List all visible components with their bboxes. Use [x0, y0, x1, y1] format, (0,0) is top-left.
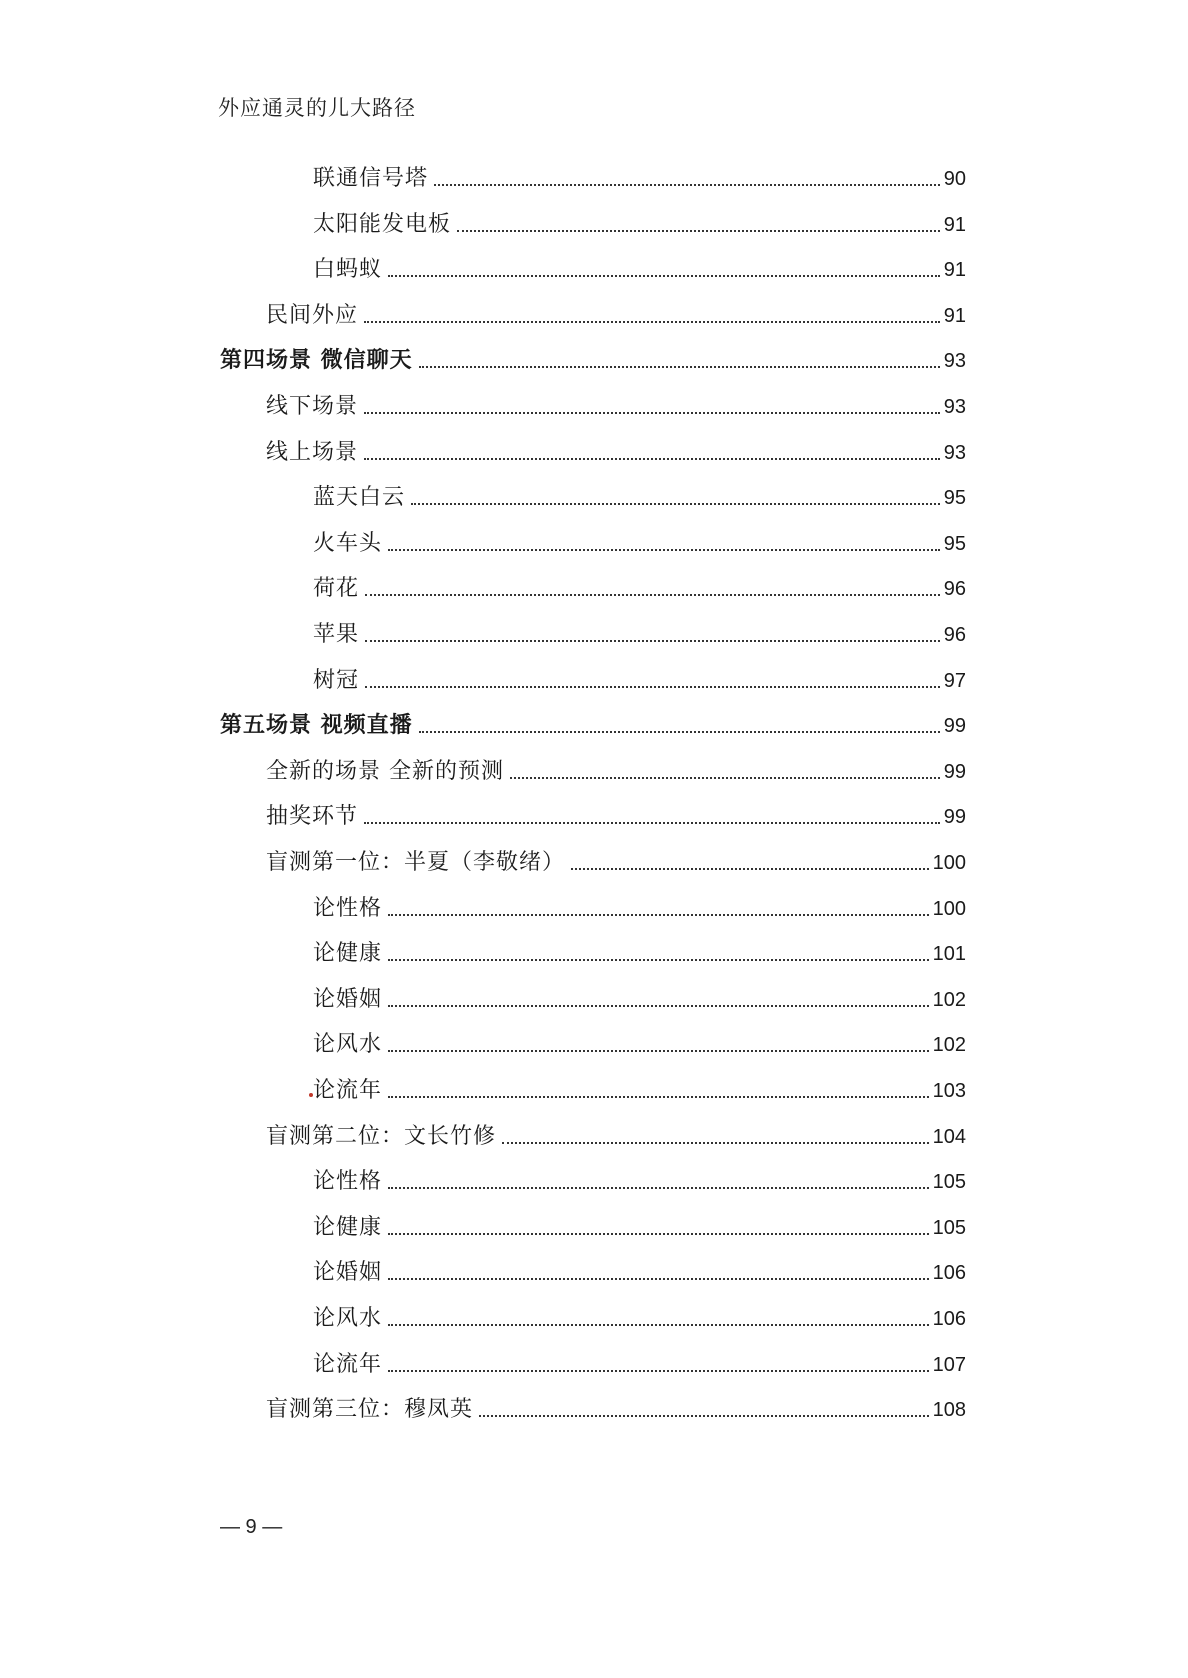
toc-entry[interactable]: [266, 1122, 966, 1152]
toc-entry-page: 91: [943, 259, 966, 281]
toc-entry[interactable]: [266, 757, 966, 787]
toc-entry-page: 97: [943, 670, 966, 692]
toc-entry-label: 论健康: [313, 1215, 383, 1240]
toc-entry[interactable]: [313, 939, 966, 969]
toc-entry-label: 论健康: [313, 941, 383, 966]
toc-entry[interactable]: [220, 346, 966, 376]
dot-leader: [571, 868, 929, 870]
toc-entry[interactable]: [313, 529, 966, 559]
toc-entry-page: 96: [943, 624, 966, 646]
toc-entry[interactable]: [313, 666, 966, 696]
toc-entry-page: 105: [932, 1217, 966, 1239]
toc-entry-label: 第四场景 微信聊天: [220, 348, 413, 373]
toc-entry-page: 91: [943, 214, 966, 236]
dot-leader: [388, 1005, 929, 1007]
toc-entry[interactable]: [266, 802, 966, 832]
toc-entry-page: 101: [932, 943, 966, 965]
toc-entry[interactable]: [313, 985, 966, 1015]
dot-leader: [388, 275, 940, 277]
toc-entry-label: 论流年: [313, 1078, 383, 1103]
toc-entry-label: 论风水: [313, 1306, 383, 1331]
toc-entry-label: 论流年: [313, 1352, 383, 1377]
dot-leader: [364, 321, 940, 323]
dot-leader: [364, 822, 940, 824]
toc-entry-label: 论风水: [313, 1032, 383, 1057]
toc-entry[interactable]: [266, 392, 966, 422]
toc-entry[interactable]: [313, 1167, 966, 1197]
toc-entry-label: 盲测第三位：穆凤英: [266, 1397, 474, 1422]
toc-entry-page: 100: [932, 852, 966, 874]
dot-leader: [364, 458, 940, 460]
toc-entry-label: 线上场景: [266, 440, 359, 465]
dot-leader: [419, 731, 940, 733]
dot-leader: [365, 640, 940, 642]
toc-entry[interactable]: [313, 894, 966, 924]
toc-entry-page: 102: [932, 989, 966, 1011]
toc-entry[interactable]: [313, 1030, 966, 1060]
dot-leader: [502, 1142, 929, 1144]
dot-leader: [365, 686, 940, 688]
dot-leader: [388, 1096, 929, 1098]
toc-entry-label: 全新的场景 全新的预测: [266, 759, 504, 784]
dot-leader: [388, 1324, 929, 1326]
toc-entry-label: 树冠: [313, 668, 360, 693]
toc-entry-label: 民间外应: [266, 303, 359, 328]
toc-entry[interactable]: [313, 620, 966, 650]
toc-entry-page: 107: [932, 1354, 966, 1376]
toc-entry[interactable]: [313, 1213, 966, 1243]
dot-leader: [479, 1415, 929, 1417]
toc-entry[interactable]: [266, 301, 966, 331]
toc-entry-page: 93: [943, 350, 966, 372]
toc-entry-label: 太阳能发电板: [313, 212, 452, 237]
toc-entry[interactable]: [313, 255, 966, 285]
dot-leader: [388, 549, 940, 551]
toc-entry-label: 论婚姻: [313, 1260, 383, 1285]
toc-entry[interactable]: [313, 1076, 966, 1106]
toc-entry-label: 论婚姻: [313, 987, 383, 1012]
toc-entry-label: 抽奖环节: [266, 804, 359, 829]
toc-entry-page: 93: [943, 396, 966, 418]
toc-entry-page: 104: [932, 1126, 966, 1148]
toc-entry-page: 91: [943, 305, 966, 327]
toc-entry-page: 103: [932, 1080, 966, 1102]
dot-leader: [388, 914, 929, 916]
toc-entry-label: 联通信号塔: [313, 166, 429, 191]
toc-entry-label: 线下场景: [266, 394, 359, 419]
toc-entry-page: 108: [932, 1399, 966, 1421]
dot-leader: [365, 594, 940, 596]
toc-entry-page: 99: [943, 715, 966, 737]
toc-entry-page: 96: [943, 578, 966, 600]
toc-entry-page: 95: [943, 487, 966, 509]
toc-entry-page: 99: [943, 806, 966, 828]
toc-entry-page: 95: [943, 533, 966, 555]
toc-entry[interactable]: [266, 438, 966, 468]
toc-entry-label: 荷花: [313, 576, 360, 601]
toc-entry-page: 106: [932, 1308, 966, 1330]
toc-entry-page: 105: [932, 1171, 966, 1193]
dot-leader: [510, 777, 940, 779]
toc-entry[interactable]: [313, 210, 966, 240]
toc-entry-page: 106: [932, 1262, 966, 1284]
dot-leader: [419, 366, 940, 368]
toc-entry-label: 论性格: [313, 1169, 383, 1194]
dot-leader: [388, 1278, 929, 1280]
dot-leader: [388, 959, 929, 961]
toc-entry[interactable]: [313, 483, 966, 513]
stray-mark: [309, 1093, 313, 1097]
toc-entry[interactable]: [313, 1350, 966, 1380]
toc-entry-page: 99: [943, 761, 966, 783]
toc-entry-page: 102: [932, 1034, 966, 1056]
dot-leader: [388, 1050, 929, 1052]
toc-entry-page: 93: [943, 442, 966, 464]
running-header: 外应通灵的儿大路径: [218, 96, 416, 120]
dot-leader: [388, 1233, 929, 1235]
toc-entry-label: 蓝天白云: [313, 485, 406, 510]
toc-entry[interactable]: [266, 1395, 966, 1425]
dot-leader: [388, 1187, 929, 1189]
toc-entry[interactable]: [220, 711, 966, 741]
toc-entry[interactable]: [266, 848, 966, 878]
dot-leader: [388, 1370, 929, 1372]
toc-entry-label: 盲测第二位：文长竹修: [266, 1124, 497, 1149]
dot-leader: [411, 503, 940, 505]
toc-entry-label: 火车头: [313, 531, 383, 556]
toc-entry-label: 盲测第一位：半夏（李敬绪）: [266, 850, 566, 875]
toc-entry-label: 第五场景 视频直播: [220, 713, 413, 738]
dot-leader: [457, 230, 940, 232]
toc-entry[interactable]: [313, 1304, 966, 1334]
dot-leader: [434, 184, 940, 186]
toc-entry-label: 论性格: [313, 896, 383, 921]
toc-entry-page: 100: [932, 898, 966, 920]
toc-entry-label: 苹果: [313, 622, 360, 647]
toc-entry-page: 90: [943, 168, 966, 190]
toc-entry[interactable]: [313, 1258, 966, 1288]
toc-entry-label: 白蚂蚁: [313, 257, 383, 282]
dot-leader: [364, 412, 940, 414]
toc-entry[interactable]: [313, 574, 966, 604]
page-number-footer: — 9 —: [220, 1516, 283, 1538]
toc-entry[interactable]: [313, 164, 966, 194]
